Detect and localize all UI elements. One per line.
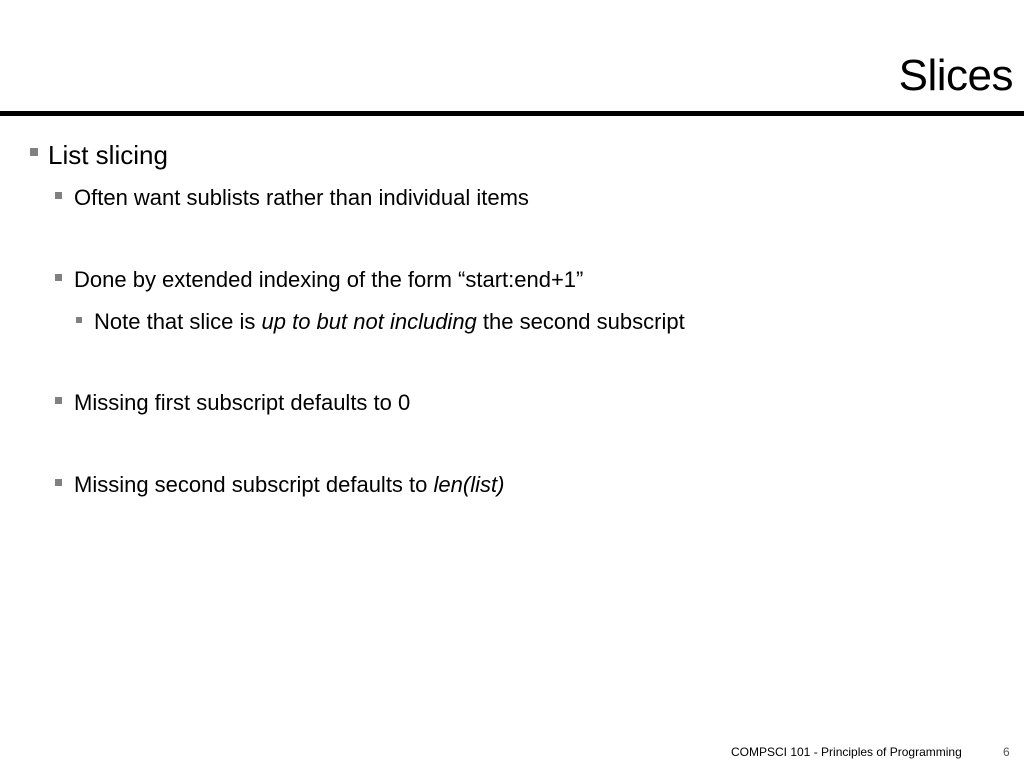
title-underline [0, 111, 1024, 116]
bullet-first-subscript [55, 389, 410, 417]
bullet-text [74, 471, 504, 499]
bullet-text-pre: Missing second subscript defaults to [74, 472, 434, 497]
square-bullet-icon [55, 192, 62, 199]
bullet-text: Missing first subscript defaults to 0 [74, 390, 411, 415]
bullet-text-pre: Note that slice is [94, 309, 262, 334]
footer-course-label: COMPSCI 101 - Principles of Programming [731, 745, 962, 759]
square-bullet-icon [55, 274, 62, 281]
square-bullet-icon [55, 397, 62, 404]
bullet-second-subscript [55, 471, 504, 499]
bullet-text-emphasis: up to but not including [261, 309, 477, 334]
bullet-text-emphasis: len(list) [433, 472, 505, 497]
bullet-list-slicing [30, 139, 168, 171]
bullet-text: Often want sublists rather than individual items [74, 185, 529, 210]
square-bullet-icon [55, 479, 62, 486]
bullet-text: List slicing [48, 140, 168, 170]
slide-title: Slices [898, 51, 1013, 100]
bullet-text: Done by extended indexing of the form “start:end+1” [74, 267, 584, 292]
bullet-text-post: the second subscript [476, 309, 685, 334]
square-bullet-icon [30, 148, 38, 156]
page-number: 6 [1003, 745, 1010, 759]
bullet-text [94, 308, 685, 336]
bullet-slice-note [76, 308, 685, 336]
bullet-sublists [55, 184, 529, 212]
square-bullet-icon [76, 317, 82, 323]
bullet-extended-indexing [55, 266, 583, 294]
